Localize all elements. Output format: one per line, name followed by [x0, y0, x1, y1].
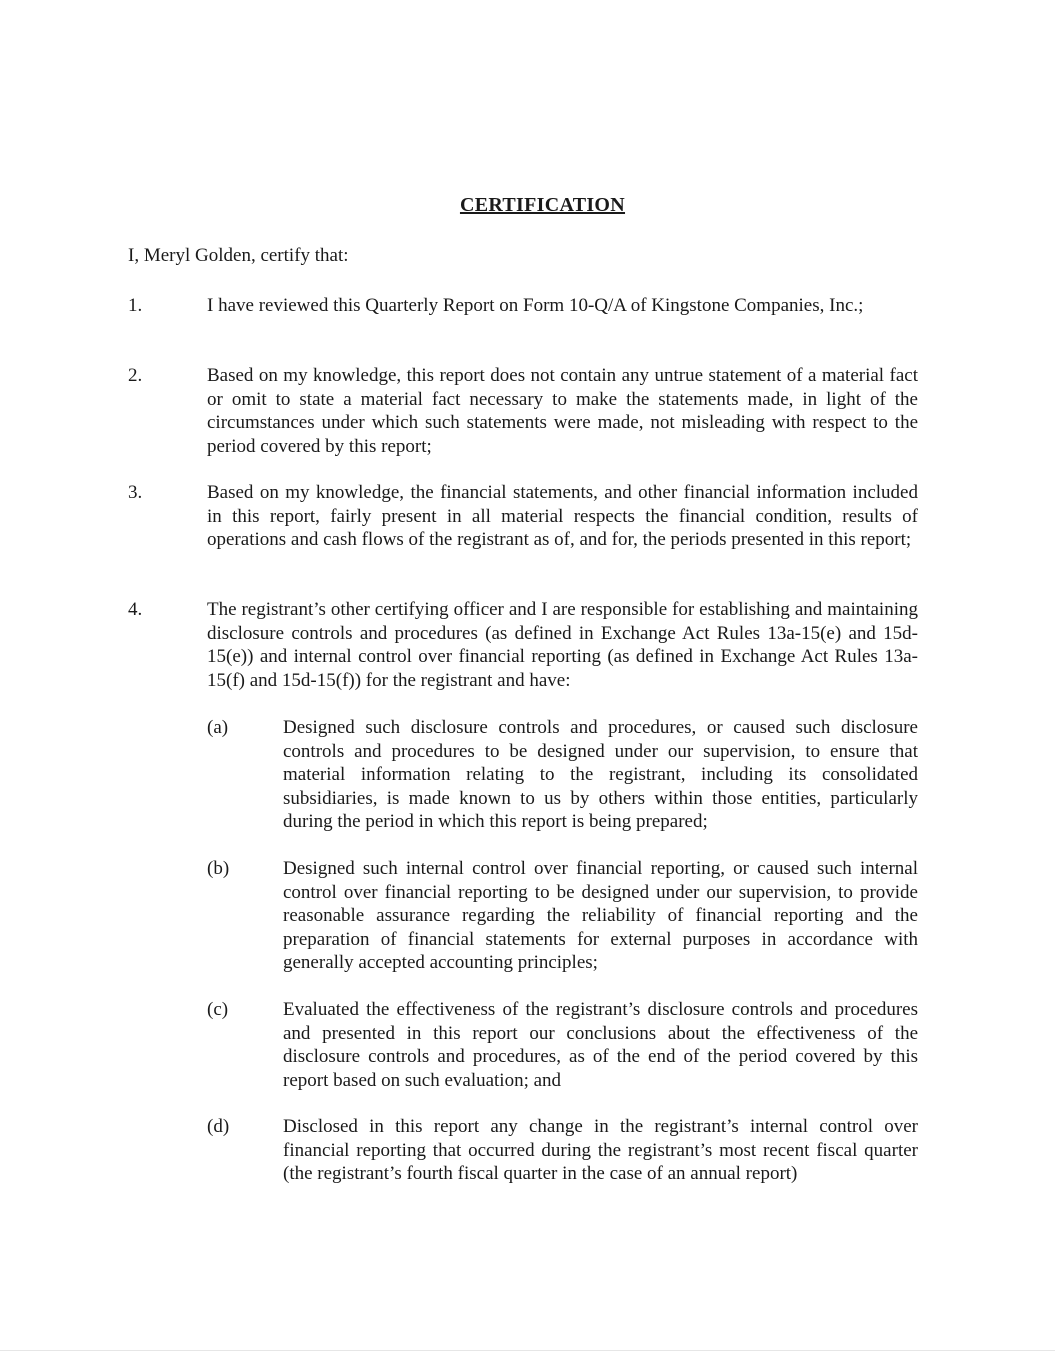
- page-edge-divider: [0, 1350, 1055, 1351]
- sub-item-text: Designed such internal control over financial reporting, or caused such internal control over financial reporting to be designed under our supervision, to provide reasonable assurance regarding the reliability of financial reporting and the preparation of financial statements for external purposes in accordance with generally accepted accounting principles;: [283, 858, 918, 973]
- item-text: I have reviewed this Quarterly Report on Form 10-Q/A of Kingstone Companies, Inc.;: [207, 295, 864, 316]
- sub-item-text: Evaluated the effectiveness of the registrant’s disclosure controls and procedures and presented in this report our conclusions about the effectiveness of the disclosure controls and procedures, as of the end of the period covered by this report based on such evaluation; and: [283, 999, 918, 1091]
- item-text: Based on my knowledge, this report does not contain any untrue statement of a material fact or omit to state a material fact necessary to make the statements made, in light of the circumstances under which such statements were made, not misleading with respect to the period covered by this report;: [207, 365, 918, 457]
- item-number: 1.: [128, 295, 143, 316]
- item-number: 3.: [128, 482, 143, 503]
- item-text: Based on my knowledge, the financial statements, and other financial information included in this report, fairly present in all material respects the financial condition, results of operations and cash flows of the registrant as of, and for, the periods presented in this report;: [207, 482, 918, 550]
- sub-item-text: Disclosed in this report any change in the registrant’s internal control over financial reporting that occurred during the registrant’s most recent fiscal quarter (the registrant’s fourth fiscal quarter in the case of an annual report): [283, 1116, 918, 1184]
- sub-item-text: Designed such disclosure controls and procedures, or caused such disclosure controls and procedures to be designed under our supervision, to ensure that material information relating to the registrant, including its consolidated subsidiaries, is made known to us by others within those entities, particularly during the period in which this report is being prepared;: [283, 717, 918, 832]
- sub-item-letter: (a): [207, 717, 229, 738]
- item-text: The registrant’s other certifying officer and I are responsible for establishing and maintaining disclosure controls and procedures (as defined in Exchange Act Rules 13a-15(e) and 15d-15(e)) and internal control over financial reporting (as defined in Exchange Act Rules 13a-15(f) and 15d-15(f)) for the registrant and have:: [207, 599, 918, 691]
- intro-statement: I, Meryl Golden, certify that:: [128, 245, 349, 266]
- sub-item-letter: (b): [207, 858, 230, 879]
- item-number: 2.: [128, 365, 143, 386]
- sub-item-letter: (d): [207, 1116, 230, 1137]
- sub-item-letter: (c): [207, 999, 229, 1020]
- page-title: CERTIFICATION: [459, 194, 626, 216]
- item-number: 4.: [128, 599, 143, 620]
